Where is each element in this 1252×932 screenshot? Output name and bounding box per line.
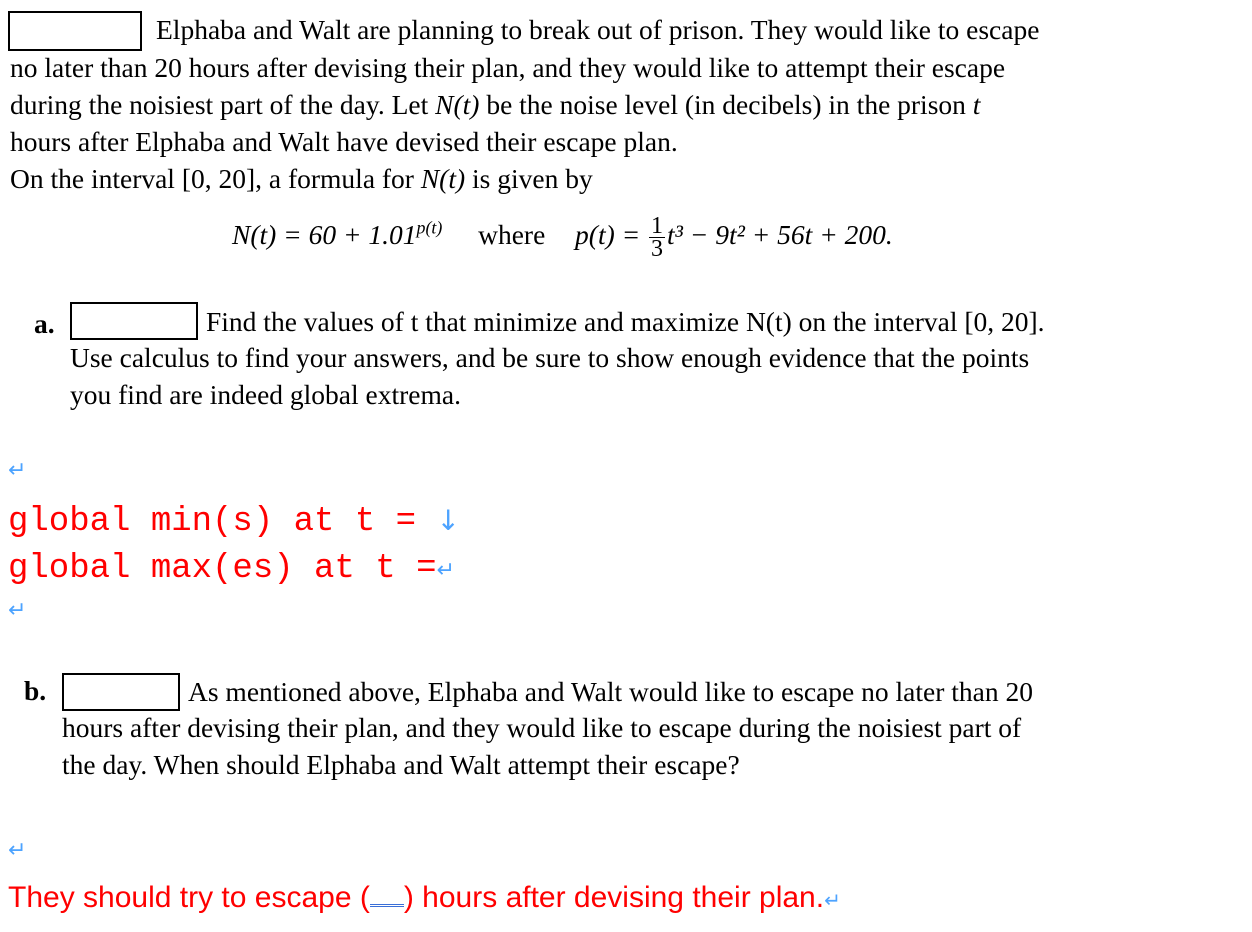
down-arrow-icon: ↓ [436, 504, 460, 537]
answer-box-intro[interactable] [8, 11, 142, 51]
part-b-label: b. [24, 675, 47, 706]
answer-a-max[interactable]: global max(es) at t =↵ [8, 550, 455, 588]
answer-a-min[interactable]: global min(s) at t = ↓ [8, 503, 460, 541]
part-a-line-1: Find the values of t that minimize and maximize N(t) on the interval [0, 20]. [206, 306, 1045, 337]
part-a-label: a. [34, 308, 55, 339]
part-a-line-3: you find are indeed global extrema. [70, 379, 461, 410]
intro-line-4: hours after Elphaba and Walt have devised their escape plan. [10, 126, 678, 157]
return-mark: ↵ [8, 458, 27, 483]
intro-line-1: Elphaba and Walt are planning to break out of prison. They would like to escape [156, 14, 1040, 45]
intro-line-5: On the interval [0, 20], a formula for N(t) is given by [10, 163, 593, 194]
return-mark: ↵ [8, 598, 27, 623]
return-mark: ↵ [8, 838, 27, 863]
answer-box-b[interactable] [62, 673, 180, 711]
part-a-line-2: Use calculus to find your answers, and be sure to show enough evidence that the points [70, 342, 1030, 373]
answer-box-a[interactable] [70, 302, 198, 340]
intro-line-3: during the noisiest part of the day. Let N(t) be the noise level (in decibels) in the prison t [10, 89, 981, 120]
return-mark: ↵ [824, 888, 841, 912]
return-mark: ↵ [436, 558, 455, 583]
formula: $N(t) = 60 + 1.01^{p(t)}$ where p(t) = $\frac{1}{3}$ t³ − 9t² + 56t + 200. [232, 213, 893, 262]
answer-b-sentence[interactable]: They should try to escape ( ) hours after devising their plan.↵ [8, 878, 841, 915]
part-b-line-3: the day. When should Elphaba and Walt attempt their escape? [62, 749, 740, 780]
answer-b-blank[interactable] [370, 878, 404, 907]
part-b-line-2: hours after devising their plan, and they would like to escape during the noisiest part of [62, 712, 1022, 743]
part-b-line-1: As mentioned above, Elphaba and Walt would like to escape no later than 20 [188, 676, 1033, 707]
intro-line-2: no later than 20 hours after devising their plan, and they would like to attempt their escape [10, 52, 1006, 83]
fraction-one-third: $\frac{1}{3}$ [651, 213, 664, 262]
